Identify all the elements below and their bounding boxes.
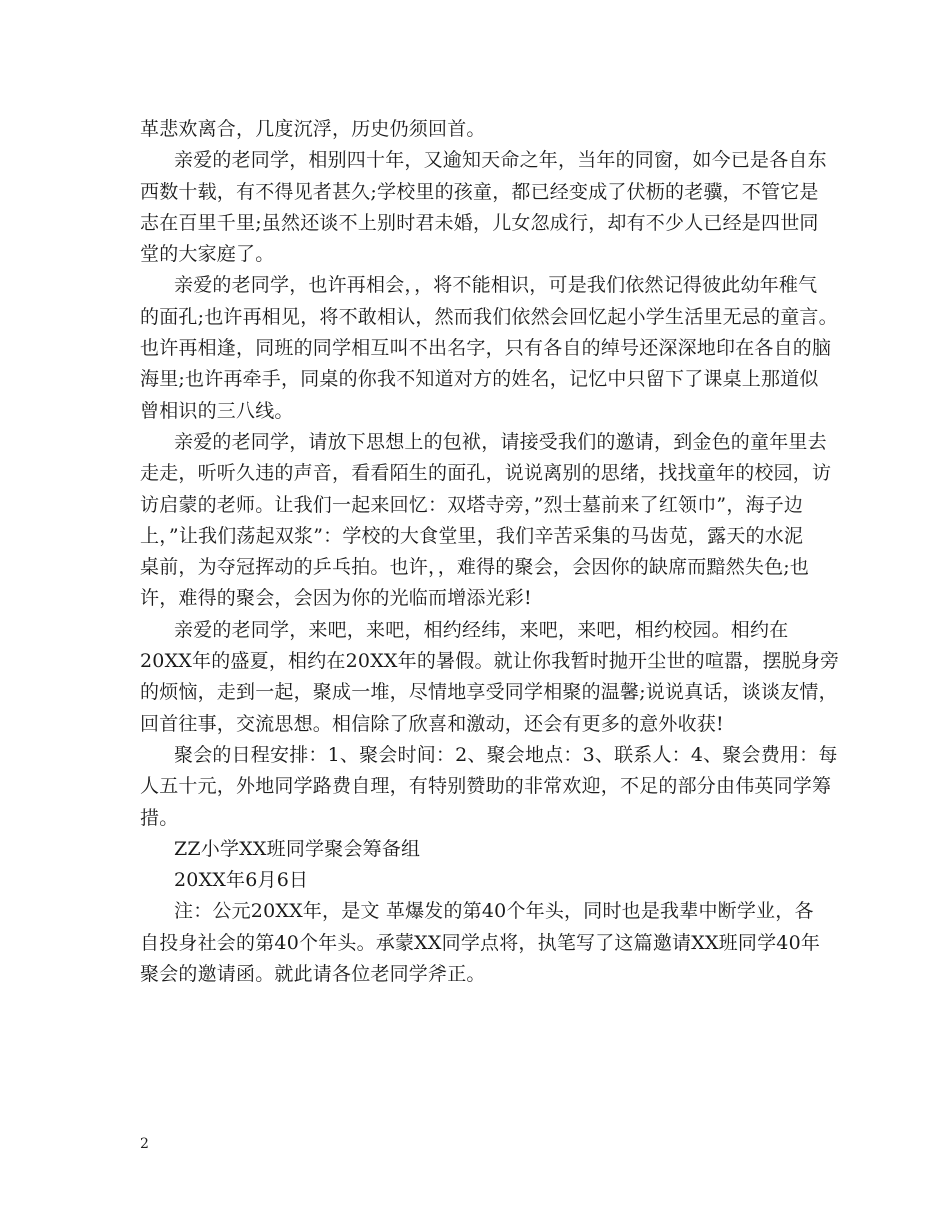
paragraph: [140, 865, 815, 896]
paragraph: [140, 834, 815, 865]
text-line: 许，难得的聚会，会因为你的光临而增添光彩!: [140, 587, 532, 610]
text-line: 亲爱的老同学，相别四十年，又逾知天命之年，当年的同窗，如今已是各自东: [174, 149, 827, 172]
text-line: 西数十载，有不得见者甚久;学校里的孩童，都已经变成了伏枥的老骥，不管它是: [140, 180, 819, 203]
paragraph: [140, 740, 838, 834]
text-line: 志在百里千里;虽然还谈不上别时君未婚，儿女忽成行，却有不少人已经是四世同: [140, 211, 819, 234]
text-line: 聚会的日程安排：1、聚会时间：2、聚会地点：3、联系人：4、聚会费用：每: [174, 743, 838, 766]
text-line: 桌前，为夺冠挥动的乒乓拍。也许，，难得的聚会，会因你的缺席而黯然失色;也: [140, 556, 810, 579]
text-line: 人五十元，外地同学路费自理，有特别赞助的非常欢迎，不足的部分由伟英同学筹: [140, 775, 832, 798]
text-line: 亲爱的老同学，来吧，来吧，相约经纬，来吧，来吧，相约校园。相约在: [174, 618, 789, 641]
text-line: 上，”让我们荡起双浆”：学校的大食堂里，我们辛苦采集的马齿苋，露天的水泥: [140, 524, 804, 547]
paragraph: [140, 427, 832, 615]
paragraph: [140, 270, 838, 426]
text-line: 访启蒙的老师。让我们一起来回忆：双塔寺旁，”烈士墓前来了红领巾”，海子边: [140, 493, 804, 516]
text-line: 亲爱的老同学，也许再相会，，将不能相识，可是我们依然记得彼此幼年稚气: [174, 274, 818, 297]
page-number: 2: [140, 1136, 149, 1152]
paragraph: [140, 145, 827, 270]
text-line: 20XX年6月6日: [174, 869, 309, 892]
text-line: 回首往事，交流思想。相信除了欣喜和激动，还会有更多的意外收获!: [140, 712, 724, 735]
text-line: 注：公元20XX年，是文 革爆发的第40个年头，同时也是我辈中断学业，各: [174, 900, 814, 923]
text-line: 的烦恼，走到一起，聚成一堆，尽情地享受同学相聚的温馨;说说真话，谈谈友情，: [140, 681, 838, 704]
text-line: 也许再相逢，同班的同学相互叫不出名字，只有各自的绰号还深深地印在各自的脑: [140, 337, 832, 360]
document-body: [140, 114, 840, 990]
text-line: ZZ小学XX班同学聚会筹备组: [174, 837, 421, 860]
text-line: 的面孔;也许再相见，将不敢相认，然而我们依然会回忆起小学生活里无忌的童言。: [140, 305, 838, 328]
paragraph: [140, 114, 815, 145]
text-line: 亲爱的老同学，请放下思想上的包袱，请接受我们的邀请，到金色的童年里去: [174, 430, 827, 453]
text-line: 革悲欢离合，几度沉浮，历史仍须回首。: [140, 118, 486, 140]
text-line: 聚会的邀请函。就此请各位老同学斧正。: [140, 963, 486, 986]
paragraph: [140, 615, 840, 740]
text-line: 自投身社会的第40个年头。承蒙XX同学点将，执笔写了这篇邀请XX班同学40年: [140, 931, 821, 954]
text-line: 堂的大家庭了。: [140, 243, 275, 266]
text-line: 20XX年的盛夏，相约在20XX年的暑假。就让你我暂时抛开尘世的喧嚣，摆脱身旁: [140, 650, 840, 673]
text-line: 走走，听听久违的声音，看看陌生的面孔，说说离别的思绪，找找童年的校园，访: [140, 462, 832, 485]
text-line: 曾相识的三八线。: [140, 399, 294, 422]
text-line: 海里;也许再牵手，同桌的你我不知道对方的姓名，记忆中只留下了课桌上那道似: [140, 368, 819, 391]
text-line: 措。: [140, 806, 179, 829]
paragraph: [140, 896, 821, 990]
